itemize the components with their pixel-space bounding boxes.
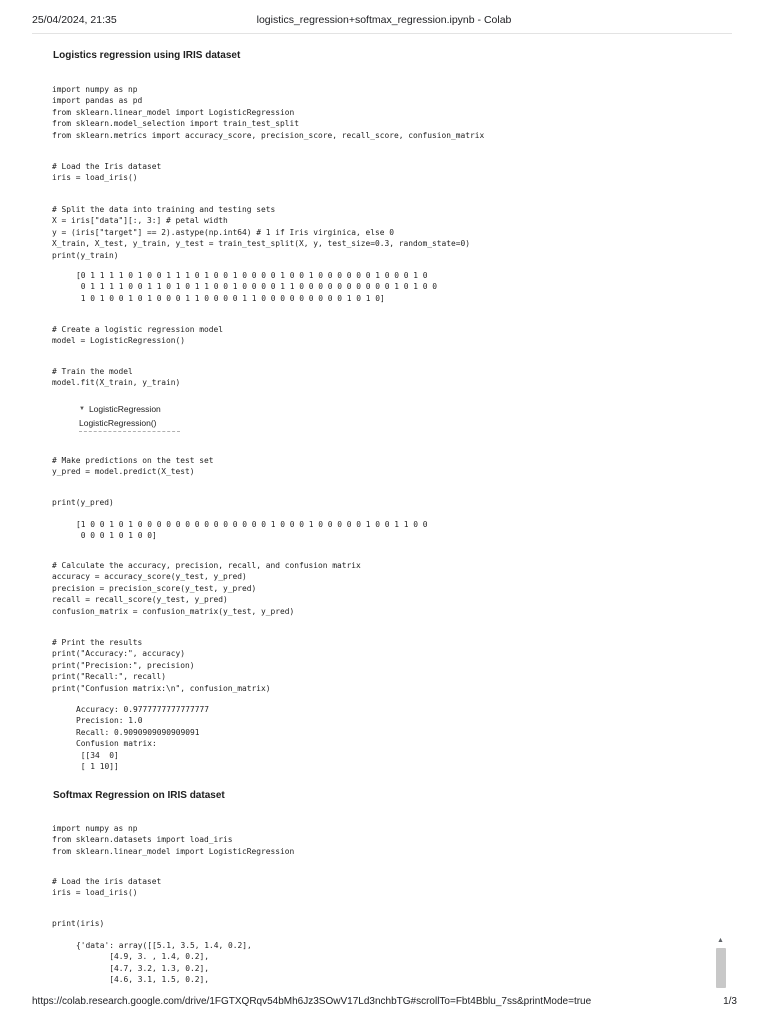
- scroll-up-arrow-icon[interactable]: ▲: [717, 937, 724, 944]
- document-title: logistics_regression+softmax_regression.ipynb - Colab: [256, 14, 512, 26]
- estimator-title: LogisticRegression: [88, 404, 161, 414]
- triangle-down-icon: ▼: [79, 406, 85, 412]
- page-url: https://colab.research.google.com/drive/1FGTXQRqv54bMh6Jz3SOwV17Ld3nchbTG#scrollTo=Fbt4Bblu_7ss&printMode=true: [32, 996, 592, 1007]
- header-divider: [32, 33, 732, 34]
- scroll-thumb[interactable]: [716, 948, 726, 988]
- code-cell-print-results[interactable]: # Print the results print("Accuracy:", accuracy) print("Precision:", precision) print("Recall:", recall) print("Confusion matrix:\n", confusion_matrix): [52, 638, 271, 693]
- code-cell-metrics[interactable]: # Calculate the accuracy, precision, recall, and confusion matrix accuracy = accuracy_score(y_test, y_pred) precision = precision_score(y_test, y_pred) recall = recall_score(y_test, y_pred) confusion_matrix = confusion_matrix(y_test, y_pred): [52, 561, 361, 616]
- code-cell-imports[interactable]: import numpy as np import pandas as pd from sklearn.linear_model import LogisticRegression from sklearn.model_selection import train_test_split from sklearn.metrics import accuracy_score, precision_score, recall_score, confusion_matrix: [52, 85, 485, 140]
- code-cell-train-model[interactable]: # Train the model model.fit(X_train, y_train): [52, 367, 181, 388]
- output-y-train: [0 1 1 1 1 0 1 0 0 1 1 1 0 1 0 0 1 0 0 0 0 1 0 0 1 0 0 0 0 0 0 1 0 0 0 1 0 0 1 1 1 1 0 0 1 1 0 1 0 1 1 0 0 1 0 0 0 0 1 1 0 0 0 0 0 0 0 0 0 0 1 0 1 0 0 1 0 1 0 0 1 0 1 0 0 0 1 1 0 0 0 0 1 1 0 0 0 0 0 0 0 0 0 1 0 1 0]: [76, 271, 438, 303]
- code-cell-print-pred[interactable]: print(y_pred): [52, 498, 114, 507]
- section-heading-softmax: Softmax Regression on IRIS dataset: [53, 790, 225, 801]
- page-number: 1/3: [723, 996, 737, 1007]
- code-cell-print-iris[interactable]: print(iris): [52, 919, 105, 928]
- code-cell-load-iris[interactable]: # Load the iris dataset iris = load_iris(): [52, 877, 162, 898]
- estimator-widget: [79, 402, 189, 432]
- estimator-value: LogisticRegression(): [79, 418, 180, 432]
- output-scrollbar[interactable]: [713, 936, 729, 996]
- print-timestamp: 25/04/2024, 21:35: [32, 14, 117, 26]
- output-iris: {'data': array([[5.1, 3.5, 1.4, 0.2], [4.9, 3. , 1.4, 0.2], [4.7, 3.2, 1.3, 0.2], [4.6, 3.1, 1.5, 0.2],: [76, 941, 252, 985]
- code-cell-imports-softmax[interactable]: import numpy as np from sklearn.datasets import load_iris from sklearn.linear_model import LogisticRegression: [52, 824, 295, 856]
- code-cell-load-dataset[interactable]: # Load the Iris dataset iris = load_iris(): [52, 162, 162, 183]
- code-cell-train-test-split[interactable]: # Split the data into training and testing sets X = iris["data"][:, 3:] # petal width y = (iris["target"] == 2).astype(np.int64) # 1 if Iris virginica, else 0 X_train, X_test, y_train, y_test = train_test_split(X, y, test_size=0.3, random_state=0) print(y_train): [52, 205, 471, 260]
- section-heading-logistic: Logistics regression using IRIS dataset: [53, 50, 241, 61]
- output-results: Accuracy: 0.9777777777777777 Precision: 1.0 Recall: 0.9090909090909091 Confusion matrix: [[34 0] [ 1 10]]: [76, 705, 210, 772]
- code-cell-create-model[interactable]: # Create a logistic regression model model = LogisticRegression(): [52, 325, 224, 346]
- code-cell-predict[interactable]: # Make predictions on the test set y_pred = model.predict(X_test): [52, 456, 214, 477]
- output-y-pred: [1 0 0 1 0 1 0 0 0 0 0 0 0 0 0 0 0 0 0 0 1 0 0 0 1 0 0 0 0 0 1 0 0 1 1 0 0 0 0 0 1 0 1 0 0]: [76, 520, 428, 541]
- estimator-toggle[interactable]: [79, 402, 189, 416]
